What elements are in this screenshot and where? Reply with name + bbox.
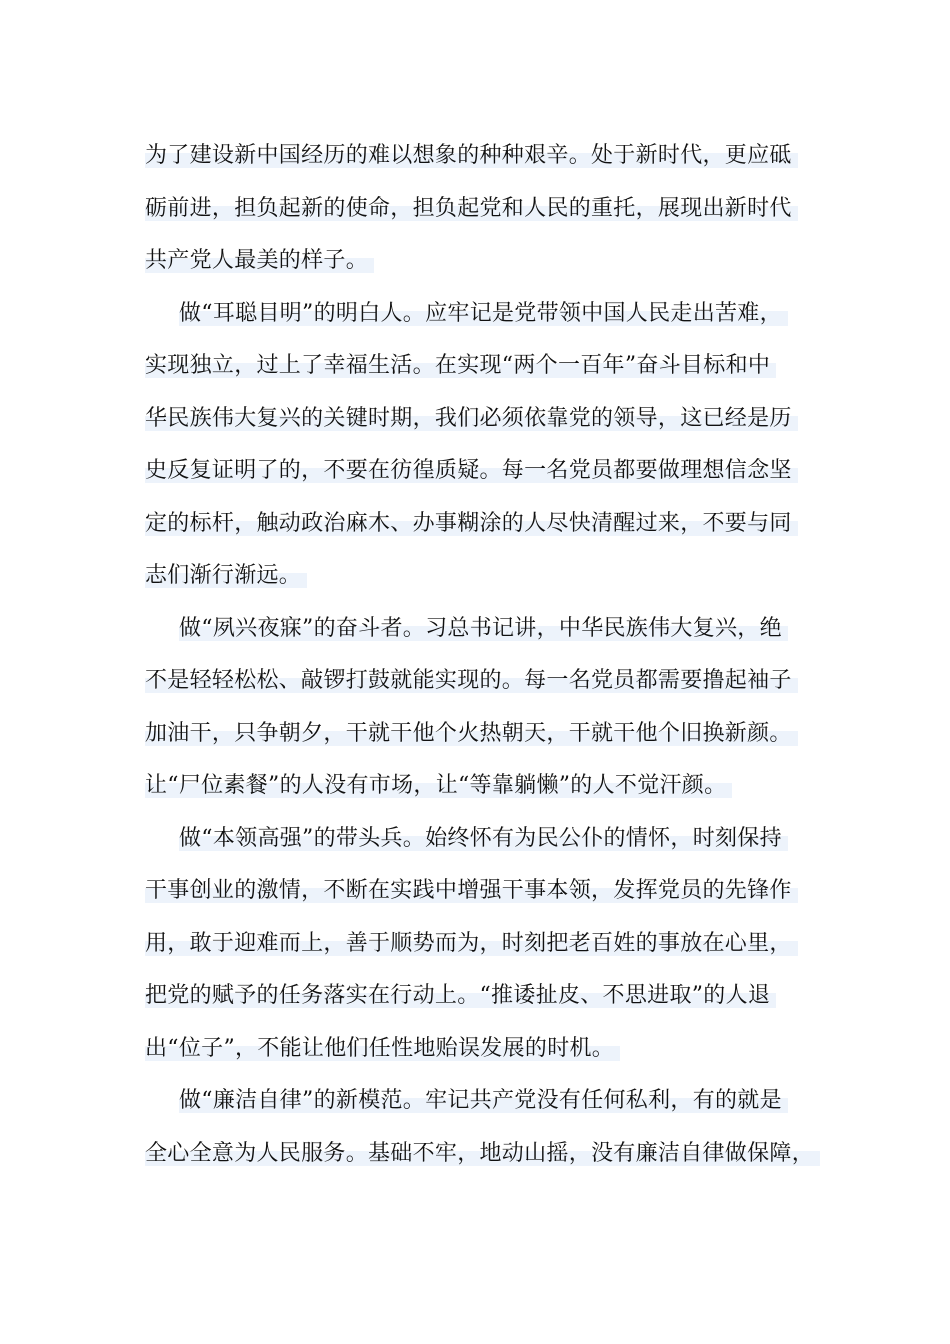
text-line-content: 做“廉洁自律”的新模范。牢记共产党没有任何私利，有的就是 xyxy=(179,1088,788,1113)
text-line xyxy=(145,1023,835,1076)
text-line xyxy=(145,1128,835,1181)
text-line xyxy=(145,288,835,341)
text-line-content: 干事创业的激情，不断在实践中增强干事本领，发挥党员的先锋作 xyxy=(145,878,798,903)
text-line xyxy=(145,655,835,708)
text-line xyxy=(145,603,835,656)
document-body xyxy=(145,130,835,1180)
paragraph-1 xyxy=(145,130,835,288)
text-line-content: 志们渐行渐远。 xyxy=(145,563,307,588)
text-line xyxy=(145,130,835,183)
text-line-content: 全心全意为人民服务。基础不牢，地动山摇，没有廉洁自律做保障， xyxy=(145,1141,820,1166)
text-line xyxy=(145,445,835,498)
text-line-content: 做“本领高强”的带头兵。始终怀有为民公仆的情怀，时刻保持 xyxy=(179,826,788,851)
text-line-content: 用，敢于迎难而上，善于顺势而为，时刻把老百姓的事放在心里， xyxy=(145,931,798,956)
text-line xyxy=(145,340,835,393)
text-line-content: 砺前进，担负起新的使命，担负起党和人民的重托，展现出新时代 xyxy=(145,196,798,221)
text-line xyxy=(145,1075,835,1128)
text-line-content: 出“位子”，不能让他们任性地贻误发展的时机。 xyxy=(145,1036,620,1061)
text-line xyxy=(145,918,835,971)
text-line-content: 做“夙兴夜寐”的奋斗者。习总书记讲，中华民族伟大复兴，绝 xyxy=(179,616,788,641)
text-line xyxy=(145,970,835,1023)
text-line xyxy=(145,183,835,236)
text-line-content: 史反复证明了的，不要在彷徨质疑。每一名党员都要做理想信念坚 xyxy=(145,458,798,483)
text-line xyxy=(145,760,835,813)
text-line-content: 实现独立，过上了幸福生活。在实现“两个一百年”奋斗目标和中 xyxy=(145,353,776,378)
text-line-content: 共产党人最美的样子。 xyxy=(145,248,374,273)
text-line xyxy=(145,550,835,603)
text-line-content: 定的标杆，触动政治麻木、办事糊涂的人尽快清醒过来，不要与同 xyxy=(145,511,798,536)
text-line xyxy=(145,235,835,288)
text-line xyxy=(145,813,835,866)
text-line-content: 让“尸位素餐”的人没有市场，让“等靠躺懒”的人不觉汗颜。 xyxy=(145,773,732,798)
paragraph-2 xyxy=(145,288,835,603)
text-line-content: 为了建设新中国经历的难以想象的种种艰辛。处于新时代，更应砥 xyxy=(145,143,798,168)
paragraph-4 xyxy=(145,813,835,1076)
text-line xyxy=(145,498,835,551)
text-line xyxy=(145,708,835,761)
text-line xyxy=(145,393,835,446)
text-line xyxy=(145,865,835,918)
text-line-content: 做“耳聪目明”的明白人。应牢记是党带领中国人民走出苦难， xyxy=(179,301,788,326)
text-line-content: 华民族伟大复兴的关键时期，我们必须依靠党的领导，这已经是历 xyxy=(145,406,798,431)
paragraph-3 xyxy=(145,603,835,813)
text-line-content: 不是轻轻松松、敲锣打鼓就能实现的。每一名党员都需要撸起袖子 xyxy=(145,668,798,693)
paragraph-5 xyxy=(145,1075,835,1180)
text-line-content: 把党的赋予的任务落实在行动上。“推诿扯皮、不思进取”的人退 xyxy=(145,983,776,1008)
text-line-content: 加油干，只争朝夕，干就干他个火热朝天，干就干他个旧换新颜。 xyxy=(145,721,798,746)
